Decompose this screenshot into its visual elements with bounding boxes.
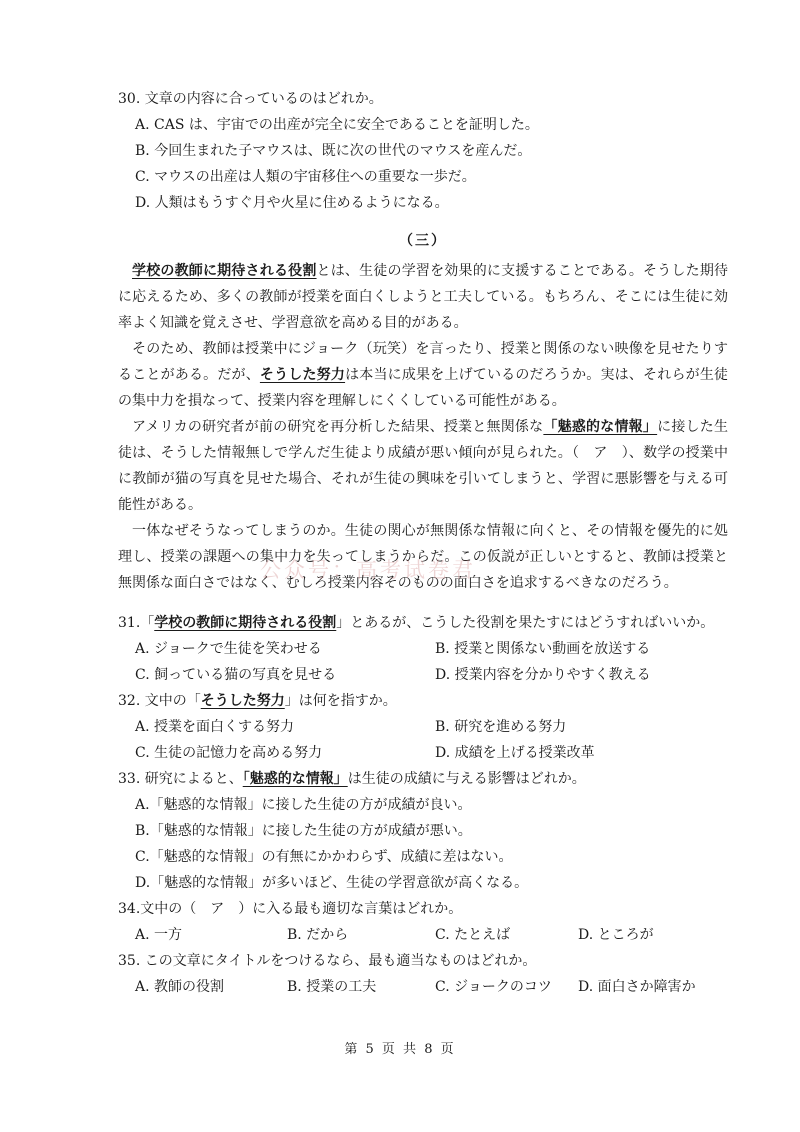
passage-paragraph-3 (118, 414, 728, 518)
question-30-title: 30. 文章の内容に合っているのはどれか。 (118, 91, 383, 107)
question-32 (118, 688, 728, 766)
question-35-title: 35. この文章にタイトルをつけるなら、最も適当なものはどれか。 (118, 953, 537, 969)
question-31-option-b: B. 授業と関係ない動画を放送する (435, 641, 651, 657)
emphasis-seductive-info: 「魅惑的な情報」 (543, 419, 658, 435)
question-32-emphasis: そうした努力 (200, 693, 285, 709)
question-32-prefix: 32. 文中の「 (118, 693, 201, 709)
passage-p3-text-a: アメリカの研究者が前の研究を再分析した結果、授業と無関係な (132, 419, 544, 435)
passage-paragraph-1 (118, 258, 728, 336)
question-34 (118, 896, 728, 948)
question-34-title: 34.文中の（ ア ）に入る最も適切な言葉はどれか。 (118, 901, 463, 917)
passage-paragraph-2 (118, 336, 728, 414)
question-35-option-a: A. 教師の役割 (135, 979, 225, 995)
question-31-prefix: 31.「 (118, 615, 155, 631)
passage-paragraph-4: 一体なぜそうなってしまうのか。生徒の関心が無関係な情報に向くと、その情報を優先的に処理し、授業の課題への集中力を失ってしまうからだ。この仮説が正しいとすると、教師は授業と無関係な面白さではなく、むしろ授業内容そのものの面白さを追求するべきなのだろう。 (118, 523, 728, 591)
question-33-suffix: は生徒の成績に与える影響はどれか。 (347, 771, 586, 787)
question-31-suffix: 」とあるが、こうした役割を果たすにはどうすればいいか。 (336, 615, 715, 631)
question-30-option-b: B. 今回生まれた子マウスは、既に次の世代のマウスを産んだ。 (135, 143, 532, 159)
question-31 (118, 610, 728, 688)
question-33-emphasis: 「魅惑的な情報」 (242, 771, 348, 787)
passage-p1-text: とは、生徒の学習を効果的に支援することである。そうした期待に応えるため、多くの教師が授業を面白くしようと工夫している。もちろん、そこには生徒に効率よく知識を覚えさせ、学習意欲を高める目的がある。 (118, 263, 729, 331)
question-33-option-d: D.「魅惑的な情報」が多いほど、生徒の学習意欲が高くなる。 (135, 875, 529, 891)
passage-p3-text-b: に接した生徒は、そうした情報無しで学んだ生徒より成績が悪い傾向が見られた。（ ア ）、数学の授業中に教師が猫の写真を見せた場合、それが生徒の興味を引いてしまうと、学習に悪影響を与える可能性がある。 (118, 419, 728, 513)
question-30-option-c: C. マウスの出産は人類の宇宙移住への重要な一歩だ。 (135, 169, 476, 185)
question-31-option-a: A. ジョークで生徒を笑わせる (135, 641, 322, 657)
passage-p2-text-a: そのため、教師は授業中にジョーク（玩笑）を言ったり、授業と関係のない映像を見せたりすることがある。だが、 (118, 341, 728, 383)
question-35 (118, 948, 728, 1000)
question-34-option-a: A. 一方 (135, 927, 183, 943)
question-32-option-c: C. 生徒の記憶力を高める努力 (135, 745, 323, 761)
question-32-option-a: A. 授業を面白くする努力 (135, 719, 295, 735)
question-32-title (118, 688, 728, 714)
question-33-option-a: A.「魅惑的な情報」に接した生徒の方が成績が良い。 (135, 797, 472, 813)
emphasis-teacher-role: 学校の教師に期待される役割 (132, 263, 317, 279)
question-34-option-d: D. ところが (578, 927, 654, 943)
question-33 (118, 766, 728, 896)
question-33-option-c: C.「魅惑的な情報」の有無にかかわらず、成績に差はない。 (135, 849, 513, 865)
watermark: 公众号：高考试卷君 (260, 558, 476, 582)
exam-page (118, 86, 728, 1000)
question-32-suffix: 」は何を指すか。 (284, 693, 397, 709)
question-30 (118, 86, 728, 216)
question-30-option-a: A. CAS は、宇宙での出産が完全に安全であることを証明した。 (135, 117, 539, 133)
question-35-option-c: C. ジョークのコツ (435, 979, 552, 995)
section-title: （三） (399, 233, 447, 249)
question-34-option-b: B. だから (287, 927, 349, 943)
reading-passage (118, 258, 728, 596)
emphasis-such-effort: そうした努力 (259, 367, 346, 383)
question-31-emphasis: 学校の教師に期待される役割 (154, 615, 337, 631)
question-30-option-d: D. 人類はもうすぐ月や火星に住めるようになる。 (135, 195, 449, 211)
question-33-title (118, 766, 728, 792)
question-32-option-b: B. 研究を進める努力 (435, 719, 567, 735)
question-35-option-d: D. 面白さか障害か (578, 979, 696, 995)
question-33-option-b: B.「魅惑的な情報」に接した生徒の方が成績が悪い。 (135, 823, 472, 839)
question-35-option-b: B. 授業の工夫 (287, 979, 377, 995)
question-33-prefix: 33. 研究によると、 (118, 771, 243, 787)
question-31-option-d: D. 授業内容を分かりやすく教える (435, 667, 651, 683)
page-number: 第 5 页 共 8 页 (344, 1042, 456, 1057)
question-34-option-c: C. たとえば (435, 927, 511, 943)
question-32-option-d: D. 成績を上げる授業改革 (435, 745, 595, 761)
passage-p2-text-b: は本当に成果を上げているのだろうか。実は、それらが生徒の集中力を損なって、授業内容を理解しにくくしている可能性がある。 (118, 367, 729, 409)
question-31-title (118, 610, 728, 636)
question-31-option-c: C. 飼っている猫の写真を見せる (135, 667, 337, 683)
